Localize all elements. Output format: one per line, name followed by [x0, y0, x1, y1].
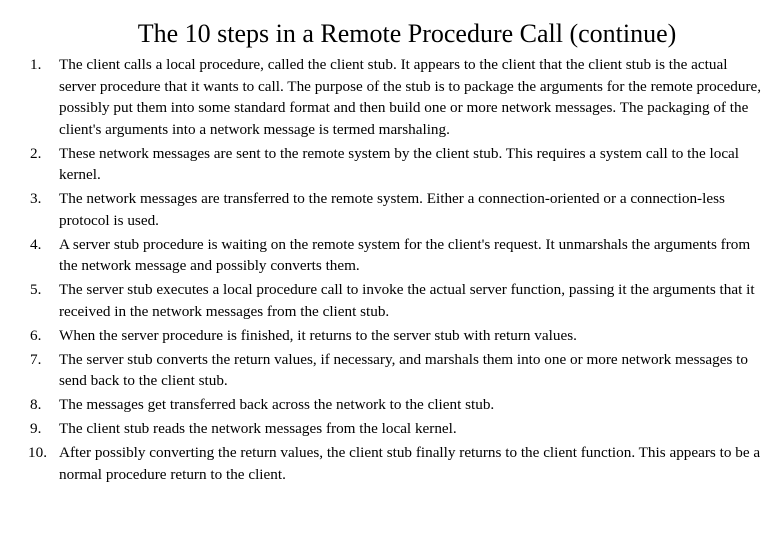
step-number: 1.: [30, 56, 42, 73]
slide-title: The 10 steps in a Remote Procedure Call (continue): [137, 19, 677, 48]
step-text: The client calls a local procedure, called the client stub. It appears to the client that the client stub is the actual server procedure that it wants to call. The purpose of the stub is to package the arguments for the remote procedure, possibly put them into some standard format and then build one or more network messages. The packaging of the client's arguments into a network message is termed marshaling.: [59, 56, 762, 138]
step-number: 2.: [30, 144, 42, 162]
step-item: [27, 234, 767, 277]
step-number: 4.: [30, 235, 42, 253]
step-text: When the server procedure is finished, it returns to the server stub with return values.: [59, 326, 577, 344]
step-text: The server stub executes a local procedure call to invoke the actual server function, passing it the arguments that it received in the network messages from the client stub.: [59, 281, 755, 320]
step-item: [27, 143, 767, 186]
step-number: 9.: [30, 420, 42, 437]
step-item: [27, 418, 767, 440]
step-item: [27, 188, 767, 231]
step-item: [27, 54, 767, 140]
step-number: 8.: [30, 396, 42, 413]
step-text: The client stub reads the network messages from the local kernel.: [59, 420, 457, 437]
step-text: The server stub converts the return values, if necessary, and marshals them into one or more network messages to send back to the client stub.: [59, 350, 748, 389]
step-text: These network messages are sent to the remote system by the client stub. This requires a system call to the local kernel.: [59, 144, 740, 183]
step-item: [27, 279, 767, 322]
step-text: The messages get transferred back across the network to the client stub.: [59, 396, 495, 413]
step-number: 10.: [28, 444, 47, 461]
steps-list: [27, 54, 767, 488]
step-item: [27, 442, 767, 485]
step-number: 7.: [30, 350, 42, 368]
step-number: 6.: [30, 326, 42, 344]
step-item: [27, 394, 767, 416]
step-item: [27, 349, 767, 392]
step-text: A server stub procedure is waiting on the remote system for the client's request. It unmarshals the arguments from the network message and possibly converts them.: [59, 235, 751, 274]
step-item: [27, 325, 767, 347]
step-number: 3.: [30, 190, 42, 207]
step-number: 5.: [30, 281, 42, 298]
step-text: The network messages are transferred to the remote system. Either a connection-oriented or a connection-less protocol is used.: [59, 190, 725, 229]
step-text: After possibly converting the return values, the client stub finally returns to the client function. This appears to be a normal procedure return to the client.: [59, 444, 761, 483]
